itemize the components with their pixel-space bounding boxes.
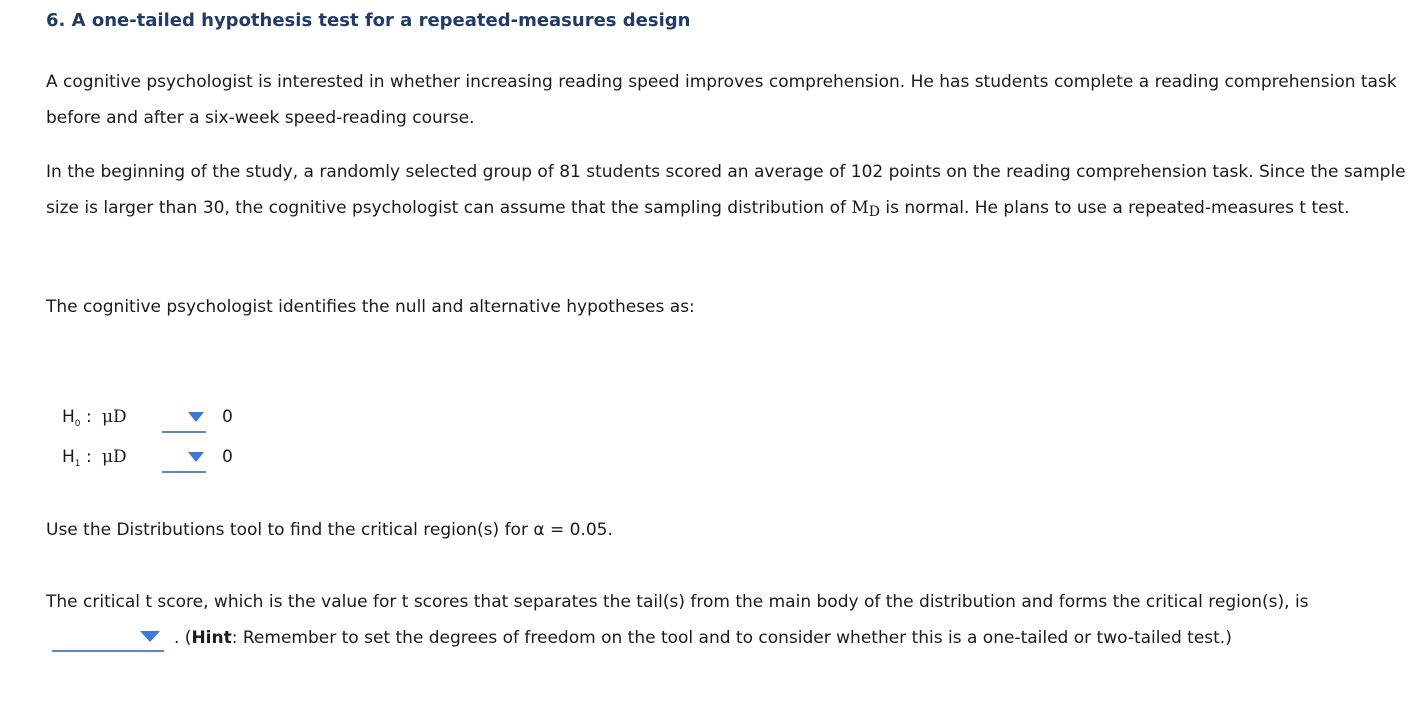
hint-label: Hint	[191, 628, 232, 648]
hypotheses-intro: The cognitive psychologist identifies the null and alternative hypotheses as:	[46, 297, 695, 317]
alternative-hypothesis-row	[62, 447, 282, 473]
h1-value: 0	[222, 447, 233, 467]
study-text-after: is normal. He plans to use a repeated-measures t test.	[880, 198, 1350, 218]
h1-parameter: μD	[102, 447, 127, 467]
null-hypothesis-row	[62, 407, 282, 433]
critical-t-score-dropdown[interactable]	[52, 628, 164, 652]
intro-paragraph: A cognitive psychologist is interested in whether increasing reading speed improves comprehension. He has students complete a reading comprehension task before and after a six-week speed-reading course.	[46, 72, 1397, 128]
question-title: 6. A one-tailed hypothesis test for a repeated-measures design	[46, 10, 691, 31]
h0-value: 0	[222, 407, 233, 427]
hint-text: : Remember to set the degrees of freedom on the tool and to consider whether this is a one-tailed or two-tailed test.)	[231, 628, 1232, 648]
h1-operator-dropdown[interactable]	[162, 449, 206, 473]
h0-colon: :	[86, 407, 92, 427]
md-symbol: MD	[851, 198, 881, 220]
h0-operator-dropdown[interactable]	[162, 409, 206, 433]
hint-prefix: . (	[174, 628, 192, 648]
chevron-down-icon	[140, 631, 160, 642]
study-text-before: In the beginning of the study, a randomly selected group of 81 students scored an average of 102 points on the reading comprehension task. Since the sample size is larger than 30, the cognitive psychologist can assume that the sampling distribution of	[46, 162, 1406, 218]
h0-label: $H_0$	[62, 407, 81, 429]
distributions-tool-instruction: Use the Distributions tool to find the critical region(s) for α = 0.05.	[46, 520, 613, 540]
h1-label: $H_1$	[62, 447, 81, 469]
hint-line	[174, 620, 1232, 656]
study-paragraph	[46, 154, 1416, 227]
critical-score-question: The critical t score, which is the value for t scores that separates the tail(s) from the main body of the distribution and forms the critical region(s), is	[46, 592, 1309, 612]
h1-colon: :	[86, 447, 92, 467]
h0-parameter: μD	[102, 407, 127, 427]
chevron-down-icon	[188, 452, 204, 462]
chevron-down-icon	[188, 412, 204, 422]
